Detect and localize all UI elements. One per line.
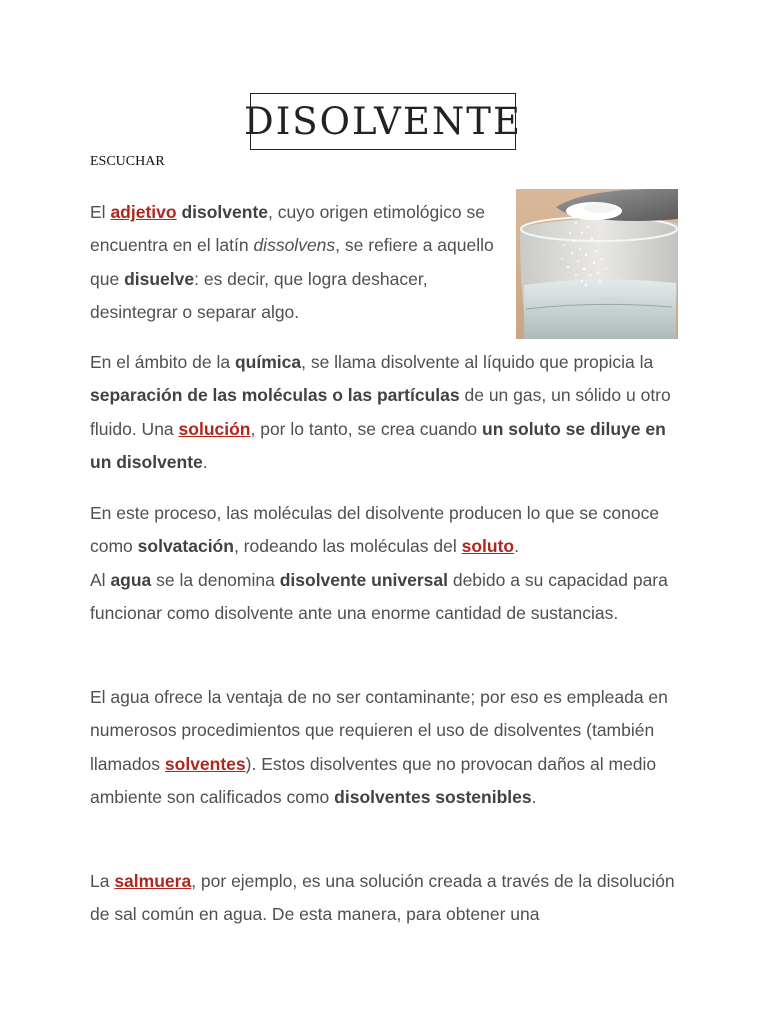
paragraph-2	[90, 346, 682, 479]
text-run: .	[514, 536, 519, 557]
salt-glass-illustration	[516, 189, 678, 339]
text-run: se la denomina	[151, 569, 280, 590]
text-run: de un gas, un sólido u otro fluido. Una	[90, 385, 671, 439]
text-run: ). Estos disolventes que no provocan daños al medio ambiente son calificados como	[90, 753, 657, 807]
paragraph-1	[90, 196, 510, 329]
text-run: Al	[90, 569, 111, 590]
term-disolvente: disolvente	[181, 202, 269, 222]
link-salmuera[interactable]: salmuera	[114, 871, 192, 891]
term-dissolvens: dissolvens	[253, 235, 336, 256]
text-run: En el ámbito de la	[90, 352, 235, 372]
text-run: El agua ofrece la ventaja de no ser contaminante; por eso es empleada en numerosos procedimientos que requieren el uso de disolventes (también llamados	[90, 687, 668, 774]
paragraph-3	[90, 497, 682, 630]
text-run: , se llama disolvente al líquido que propicia la	[301, 352, 654, 372]
page-title: DISOLVENTE	[250, 93, 516, 150]
salt-pouring-photo	[516, 189, 678, 339]
link-solventes[interactable]: solventes	[164, 753, 246, 774]
text-run: , cuyo origen etimológico se encuentra en el latín	[90, 202, 485, 256]
listen-link[interactable]: ESCUCHAR	[90, 154, 165, 169]
link-soluto[interactable]: soluto	[461, 536, 515, 557]
text-run: : es decir, que logra deshacer, desintegrar o separar algo.	[90, 268, 428, 322]
term-disolvente-universal: disolvente universal	[279, 569, 448, 590]
text-run: .	[202, 451, 208, 472]
paragraph-4	[90, 681, 682, 814]
term-solvatacion: solvatación	[137, 536, 234, 557]
term-quimica: química	[234, 352, 302, 372]
text-run: .	[531, 786, 537, 807]
term-disolventes-sostenibles: disolventes sostenibles	[334, 786, 532, 807]
text-run: debido a su capacidad para funcionar como disolvente ante una enorme cantidad de sustancias.	[90, 569, 668, 623]
text-run: La	[90, 871, 115, 891]
term-soluto-diluye: un soluto se diluye en un disolvente	[90, 418, 666, 472]
link-adjetivo[interactable]: adjetivo	[110, 202, 177, 222]
term-disuelve: disuelve	[124, 268, 195, 289]
term-agua: agua	[110, 569, 152, 590]
text-run: , rodeando las moléculas del	[233, 536, 462, 557]
paragraph-5	[90, 865, 682, 932]
link-solucion[interactable]: solución	[178, 418, 251, 439]
term-separacion: separación de las moléculas o las partículas	[90, 385, 460, 406]
text-run: , por lo tanto, se crea cuando	[250, 418, 483, 439]
text-run: , por ejemplo, es una solución creada a través de la disolución de sal común en agua. De esta manera, para obtener una	[90, 871, 675, 925]
text-run: En este proceso, las moléculas del disolvente producen lo que se conoce como	[90, 503, 660, 557]
text-run: El	[90, 202, 111, 222]
text-run: , se refiere a aquello que	[90, 235, 494, 289]
